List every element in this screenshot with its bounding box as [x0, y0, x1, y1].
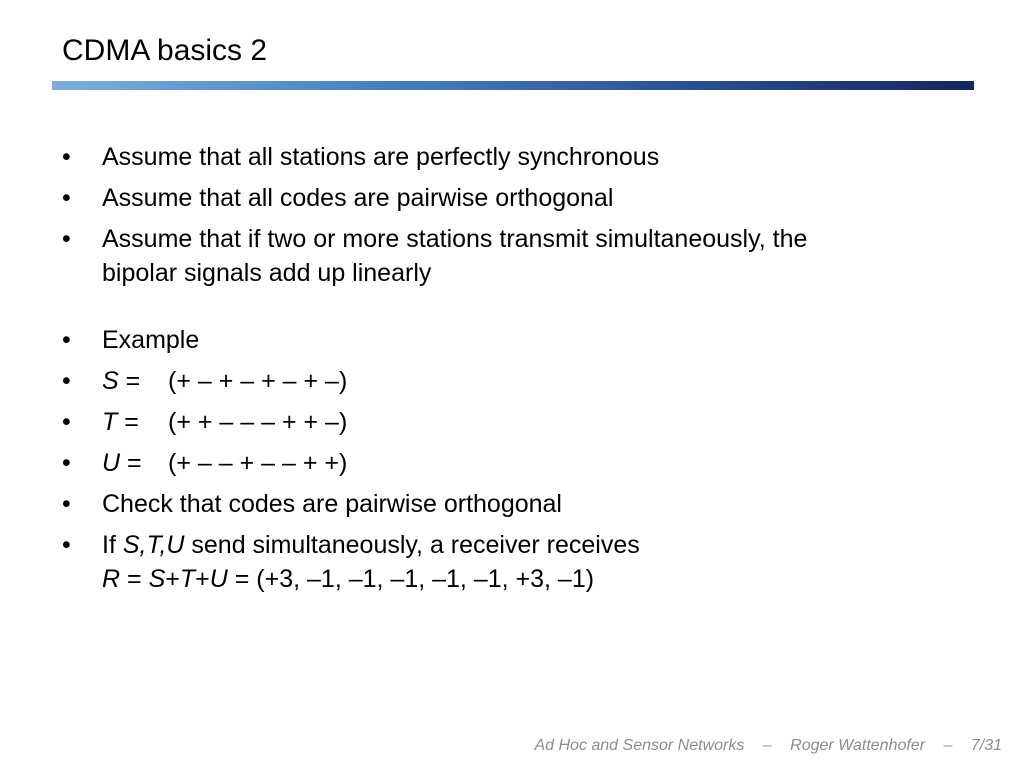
bullet-dot-icon: • [62, 408, 71, 436]
bullet-dot-icon: • [62, 143, 71, 171]
bullet-dot-icon: • [62, 326, 71, 354]
bullet-dot-icon: • [62, 225, 71, 253]
station-variables: S,T,U [122, 531, 185, 559]
bullet-list [62, 140, 962, 603]
bullet-item [62, 181, 962, 215]
code-row-s [62, 364, 962, 398]
title-underline-bar [52, 81, 974, 90]
footer-course: Ad Hoc and Sensor Networks [534, 737, 745, 754]
equals-sign: = [117, 408, 139, 436]
bullet-dot-icon: • [62, 367, 71, 395]
bullet-item [62, 323, 962, 357]
code-row-t [62, 405, 962, 439]
slide-footer [534, 737, 1002, 755]
bullet-item [62, 222, 962, 290]
slide-title: CDMA basics 2 [62, 34, 268, 67]
bullet-item [62, 528, 962, 596]
bullet-text: If S,T,U send simultaneously, a receiver receives [102, 531, 640, 559]
code-sequence: (+ + – – – + + –) [168, 408, 348, 436]
code-variable: U [102, 449, 121, 477]
bullet-dot-icon: • [62, 449, 71, 477]
code-row-u [62, 446, 962, 480]
equals-sign: = [120, 449, 142, 477]
code-variable: T [102, 408, 118, 436]
code-sequence: (+ – + – + – + –) [168, 367, 348, 395]
bullet-dot-icon: • [62, 531, 71, 559]
bullet-text: Assume that if two or more stations transmit simultaneously, the [102, 225, 808, 253]
bullet-item [62, 140, 962, 174]
bullet-text: Example [102, 326, 200, 354]
footer-page-number: 7/31 [970, 737, 1002, 754]
bullet-dot-icon: • [62, 490, 71, 518]
footer-separator: – [943, 737, 953, 754]
bullet-text-continued: bipolar signals add up linearly [102, 259, 432, 287]
bullet-dot-icon: • [62, 184, 71, 212]
footer-author: Roger Wattenhofer [790, 737, 926, 754]
code-variable: S [102, 367, 119, 395]
footer-separator: – [762, 737, 772, 754]
equals-sign: = [118, 367, 141, 395]
bullet-text: Check that codes are pairwise orthogonal [102, 490, 562, 518]
code-sequence: (+ – – + – – + +) [168, 449, 348, 477]
bullet-item [62, 487, 962, 521]
bullet-text: Assume that all stations are perfectly synchronous [102, 143, 660, 171]
bullet-text: Assume that all codes are pairwise orthogonal [102, 184, 614, 212]
received-signal-equation: R = S+T+U = (+3, –1, –1, –1, –1, –1, +3, –1) [102, 565, 595, 593]
